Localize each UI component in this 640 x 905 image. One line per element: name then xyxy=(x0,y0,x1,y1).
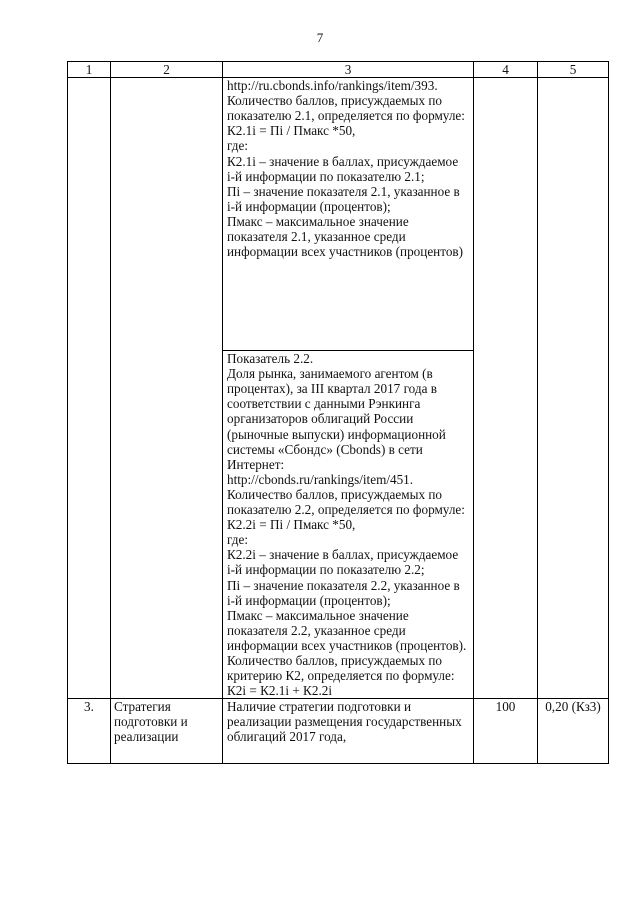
column-header-4: 4 xyxy=(474,62,538,78)
criterion-3-description: Наличие стратегии подготовки и реализации размещения государственных облигаций 2017 года, xyxy=(223,699,474,764)
criterion-3-row xyxy=(68,699,609,764)
indicator-2-2-text: Показатель 2.2. Доля рынка, занимаемого агентом (в процентах), за III квартал 2017 года в соответствии с данными Рэнкинга организаторов облигаций России (рыночные выпуски) информационной системы «Сбондс» (Cbonds) в сети Интернет: http://cbonds.ru/rankings/item/451. Количество баллов, присуждаемых по показателю 2.2, определяется по формуле: К2.2i = Пi / Пмакс *50, где: К2.2i – значение в баллах, присуждаемое i-й информации по показателю 2.2; Пi – значение показателя 2.2, указанное в i-й информации (процентов); Пмакс – максимальное значение показателя 2.2, указанное среди информации всех участников (процентов). Количество баллов, присуждаемых по критерию К2, определяется по формуле: К2i = К2.1i + К2.2i xyxy=(223,351,474,699)
points-cell xyxy=(474,78,538,699)
indicator-2-1-text: http://ru.cbonds.info/rankings/item/393. Количество баллов, присуждаемых по показателю 2.1, определяется по формуле: К2.1i = Пi / Пмакс *50, где: К2.1i – значение в баллах, присуждаемое i-й информации по показателю 2.1; Пi – значение показателя 2.1, указанное в i-й информации (процентов); Пмакс – максимальное значение показателя 2.1, указанное среди информации всех участников (процентов) xyxy=(223,78,474,351)
criterion-3-number: 3. xyxy=(68,699,111,764)
indicator-2-1-row xyxy=(68,78,609,351)
criterion-3-points: 100 xyxy=(474,699,538,764)
criterion-3-name: Стратегия подготовки и реализации xyxy=(111,699,223,764)
column-header-1: 1 xyxy=(68,62,111,78)
weight-cell xyxy=(538,78,609,699)
column-header-3: 3 xyxy=(223,62,474,78)
column-header-2: 2 xyxy=(111,62,223,78)
column-header-5: 5 xyxy=(538,62,609,78)
column-numbers-row xyxy=(68,62,609,78)
row-number-cell xyxy=(68,78,111,699)
criterion-name-cell xyxy=(111,78,223,699)
criterion-3-weight: 0,20 (Кз3) xyxy=(538,699,609,764)
criteria-table xyxy=(67,61,609,764)
page-number: 7 xyxy=(316,30,324,45)
